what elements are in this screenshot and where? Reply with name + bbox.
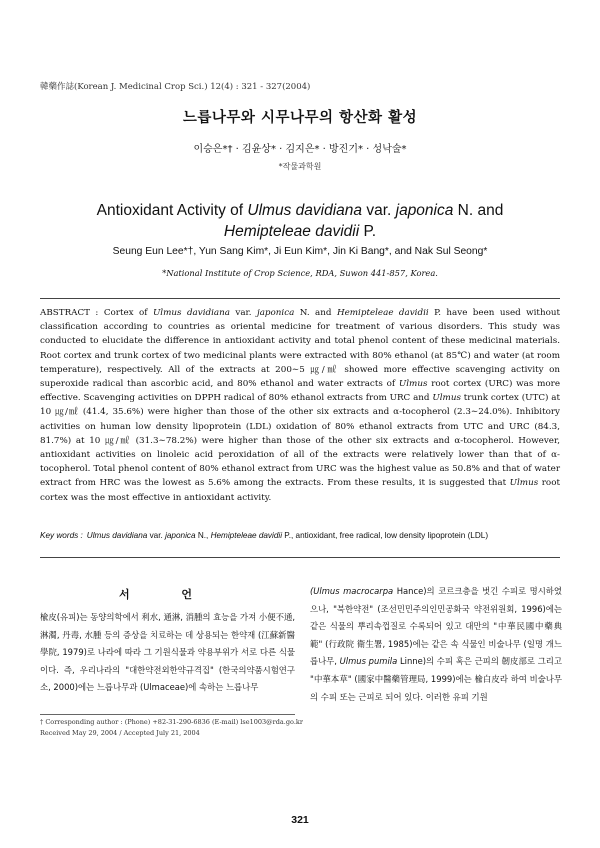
abstract [40, 306, 560, 505]
abstract-species: Ulmus [509, 478, 539, 489]
section-heading-introduction: 서 언 [118, 588, 217, 601]
abstract-text: var. [229, 308, 257, 318]
abstract-text: root cortex (URC) was more effective. Scavenging activities on DPPH radical of 80% ethanol extracts from URC and [40, 379, 561, 404]
received-accepted-note: Received May 29, 2004 / Accepted July 21, 2004 [40, 729, 200, 737]
keywords [40, 530, 560, 542]
footnotes [40, 717, 560, 739]
body-text: Linne)의 수피 혹은 근피의 韌皮部로 그리고 "中華本草" (國家中醫藥管理局, 1999)에는 楡白皮라 하여 비술나무의 수피 또는 근피로 되어 있다. 이러한 유피 기원 [310, 656, 562, 702]
korean-title: 느릅나무와 시무나무의 항산화 활성 [182, 110, 418, 126]
body-species: (Ulmus macrocarpa [310, 586, 394, 596]
title-text: Antioxidant Activity of [96, 202, 248, 219]
footnote-rule [40, 714, 295, 715]
korean-authors: 이승은*† · 김윤상* · 김지은* · 방진기* · 성낙술* [193, 144, 407, 155]
title-text: P. [359, 223, 377, 240]
abstract-species: Ulmus [398, 379, 428, 390]
keyword-text: var. [147, 531, 166, 540]
title-species: japonica [395, 202, 454, 219]
abstract-species: Ulmus davidiana [152, 308, 230, 318]
abstract-label: ABSTRACT : [40, 308, 104, 318]
keyword-species: japonica [165, 531, 196, 540]
intro-left-column: 楡皮(유피)는 동양의학에서 利水, 通淋, 消腫의 효능을 가져 小便不通, 淋濁, 丹毒, 水腫 등의 증상을 치료하는 데 상용되는 한약재 (江蘇新醫學院, 1979)로 나라에 따라 그 기원식물과 약용부위가 서로 다른 식물이다. 즉, 우리나라의 "대한약전외한약규격집" (한국의약품시험연구소, 2000)에는 느릅나무과 (Ulmaceae)에 속하는 느릅나무 [40, 612, 296, 693]
abstract-text: trunk cortex (UTC) at 10 ㎍/㎖ (41.4, 35.6%) were higher than those of the other six extracts and α-tocopherol (2.3∼24.0%). Inhibitory activities on human low density lipoprotein (LDL) oxidation of 80% ethanol extracts from UTC and URC (84.3, 81.7%) at 10 ㎍/㎖ (31.3∼78.2%) were higher than those of the other six extracts and α-tocopherol. However, antioxidant activities on linoleic acid peroxidation of all of the extracts were relatively lower than that of α-tocopherol. Total phenol content of 80% ethanol extract from URC was the highest value as 50.8% and that of water extract from HRC was the lowest as 5.6% among the extracts. From these results, it is suggested that [40, 393, 560, 489]
intro-right-column [310, 583, 562, 706]
keyword-species: Ulmus davidiana [86, 531, 148, 540]
keyword-text: P., antioxidant, free radical, low density lipoprotein (LDL) [282, 531, 489, 540]
title-species: Ulmus davidiana [247, 202, 363, 219]
keywords-bottom-rule [40, 557, 560, 558]
abstract-text: N. and [294, 308, 337, 318]
abstract-text: P. have been used without classification according to countries as oriental medicine for treatment of various disorders. This study was conducted to elucidate the difference in antioxidant activity and total phenol content of these medicinal materials. Root cortex and trunk cortex of two medicinal plants were extracted with 80% ethanol (at 85℃) and water (at room temperature), respectively. All of the extracts at 200∼5 ㎍/㎖ showed more effective scavenging activity on superoxide radical than ascorbic acid, and 80% ethanol and water extracts of [40, 308, 560, 390]
keyword-species: Hemipteleae davidii [210, 531, 283, 540]
title-species: Hemipteleae davidii [223, 223, 360, 240]
journal-header: 韓藥作誌(Korean J. Medicinal Crop Sci.) 12(4) : 321 - 327(2004) [40, 82, 311, 92]
english-affiliation: *National Institute of Crop Science, RDA, Suwon 441-857, Korea. [162, 268, 438, 278]
abstract-species: Hemipteleae davidii [336, 308, 429, 318]
keywords-label: Key words : [40, 531, 83, 540]
keywords-list [87, 530, 560, 542]
korean-affiliation: *작물과학원 [278, 162, 322, 171]
abstract-text: root cortex was the most effective in antioxidant activity. [40, 478, 560, 503]
title-text: N. and [453, 202, 504, 219]
english-title [60, 200, 540, 242]
corresponding-author-note: † Corresponding author : (Phone) +82-31-290-6836 (E-mail) lse1003@rda.go.kr [40, 718, 303, 726]
body-text: Hance)의 코르크층을 벗긴 수피로 명시하였으나, "북한약전" (조선민민주의인민공화국 약전위원회, 1996)에는 같은 식물의 뿌리속껍질로 수록되어 있고 대만의 "中華民國中藥典範" (行政院 衛生署, 1985)에는 같은 속 식물인 비술나무 (일명 개느릅나무, [310, 586, 562, 667]
abstract-species: Ulmus [432, 393, 461, 404]
english-authors: Seung Eun Lee*†, Yun Sang Kim*, Ji Eun Kim*, Jin Ki Bang*, and Nak Sul Seong* [112, 246, 488, 257]
abstract-top-rule [40, 298, 560, 299]
abstract-species: japonica [256, 308, 295, 318]
body-species: Ulmus pumila [339, 656, 398, 667]
title-text: var. [362, 202, 396, 219]
page-number: 321 [291, 814, 309, 826]
keyword-text: N., [195, 531, 211, 540]
abstract-text: Cortex of [103, 308, 153, 318]
